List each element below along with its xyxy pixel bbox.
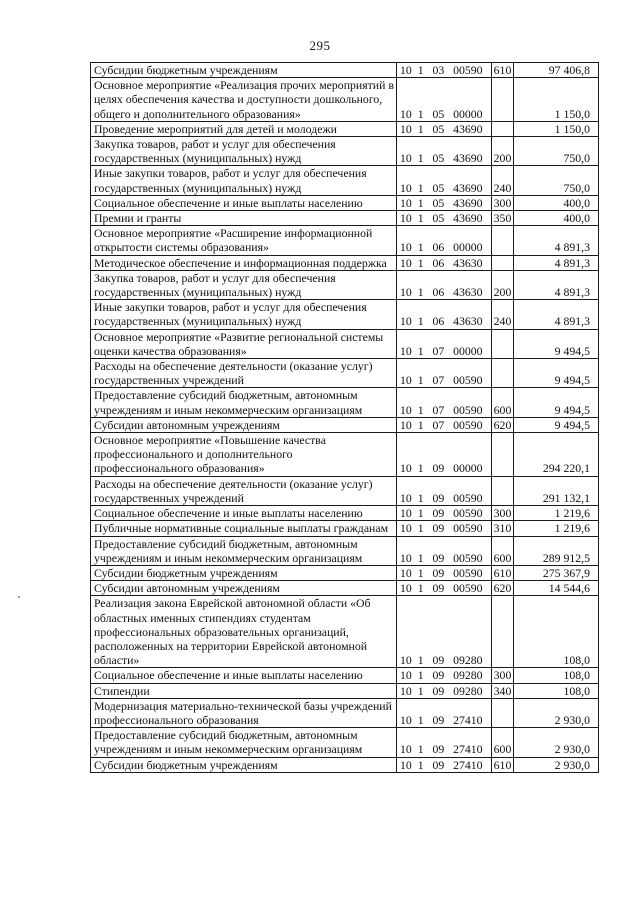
row-name-cell: Иные закупки товаров, работ и услуг для обеспечения государственных (муниципальных) нужд [91,166,397,195]
row-type-cell: 340 [492,683,514,698]
row-type-cell: 300 [492,506,514,521]
row-name-cell: Расходы на обеспечение деятельности (оказание услуг) государственных учреждений [91,359,397,388]
row-name-cell: Субсидии автономным учреждениям [91,581,397,596]
table-row [91,329,599,358]
row-code-cell: 10 1 06 43630 [397,300,492,329]
table-row [91,121,599,136]
row-type-cell: 600 [492,728,514,757]
table-row [91,211,599,226]
row-code-cell: 10 1 05 43690 [397,211,492,226]
budget-table [90,62,599,773]
row-name-cell: Закупка товаров, работ и услуг для обеспечения государственных (муниципальных) нужд [91,137,397,166]
table-row [91,506,599,521]
row-name-cell: Премии и гранты [91,211,397,226]
table-row [91,757,599,772]
row-name-cell: Социальное обеспечение и иные выплаты населению [91,506,397,521]
row-code-cell: 10 1 07 00000 [397,329,492,358]
row-code-cell: 10 1 06 00000 [397,226,492,255]
row-amount-cell: 289 912,5 [514,536,599,565]
row-name-cell: Расходы на обеспечение деятельности (оказание услуг) государственных учреждений [91,476,397,505]
row-type-cell: 610 [492,565,514,580]
row-code-cell: 10 1 05 43690 [397,166,492,195]
row-code-cell: 10 1 09 00590 [397,581,492,596]
row-amount-cell: 2 930,0 [514,757,599,772]
row-name-cell: Социальное обеспечение и иные выплаты населению [91,195,397,210]
row-type-cell: 620 [492,581,514,596]
row-code-cell: 10 1 09 27410 [397,728,492,757]
row-code-cell: 10 1 05 43690 [397,195,492,210]
row-type-cell: 240 [492,300,514,329]
row-code-cell: 10 1 09 27410 [397,698,492,727]
row-name-cell: Методическое обеспечение и информационная поддержка [91,255,397,270]
row-type-cell [492,433,514,477]
table-body [91,63,599,773]
row-type-cell: 610 [492,757,514,772]
row-amount-cell: 4 891,3 [514,300,599,329]
row-name-cell: Предоставление субсидий бюджетным, автономным учреждениям и иным некоммерческим организациям [91,536,397,565]
row-code-cell: 10 1 09 09280 [397,683,492,698]
row-amount-cell: 1 150,0 [514,78,599,122]
row-name-cell: Стипендии [91,683,397,698]
row-name-cell: Иные закупки товаров, работ и услуг для обеспечения государственных (муниципальных) нужд [91,300,397,329]
row-amount-cell: 108,0 [514,596,599,668]
row-amount-cell: 1 219,6 [514,506,599,521]
table-row [91,226,599,255]
row-amount-cell: 9 494,5 [514,388,599,417]
table-row [91,300,599,329]
table-row [91,195,599,210]
row-code-cell: 10 1 09 00590 [397,536,492,565]
row-code-cell: 10 1 09 09280 [397,668,492,683]
table-row [91,137,599,166]
row-type-cell: 600 [492,536,514,565]
table-row [91,166,599,195]
row-type-cell: 600 [492,388,514,417]
row-name-cell: Публичные нормативные социальные выплаты гражданам [91,521,397,536]
row-amount-cell: 1 219,6 [514,521,599,536]
row-type-cell: 200 [492,137,514,166]
row-type-cell [492,78,514,122]
table-row [91,596,599,668]
row-name-cell: Субсидии бюджетным учреждениям [91,565,397,580]
row-type-cell [492,359,514,388]
row-amount-cell: 108,0 [514,668,599,683]
row-type-cell: 620 [492,417,514,432]
table-row [91,78,599,122]
row-code-cell: 10 1 07 00590 [397,388,492,417]
row-amount-cell: 400,0 [514,211,599,226]
row-name-cell: Субсидии бюджетным учреждениям [91,757,397,772]
row-type-cell [492,596,514,668]
row-amount-cell: 291 132,1 [514,476,599,505]
table-row [91,417,599,432]
scan-artifact [18,596,20,598]
table-row [91,359,599,388]
row-code-cell: 10 1 07 00590 [397,359,492,388]
row-amount-cell: 275 367,9 [514,565,599,580]
table-row [91,63,599,78]
row-name-cell: Основное мероприятие «Повышение качества профессионального и дополнительного профессионального образования» [91,433,397,477]
row-type-cell [492,255,514,270]
row-amount-cell: 9 494,5 [514,359,599,388]
row-name-cell: Модернизация материально-технической базы учреждений профессионального образования [91,698,397,727]
table-row [91,255,599,270]
row-code-cell: 10 1 09 00590 [397,476,492,505]
row-code-cell: 10 1 06 43630 [397,255,492,270]
row-name-cell: Реализация закона Еврейской автономной области «Об областных именных стипендиях студентам профессиональных образовательных организаций, расположенных на территории Еврейской автономной области» [91,596,397,668]
row-amount-cell: 97 406,8 [514,63,599,78]
row-name-cell: Проведение мероприятий для детей и молодежи [91,121,397,136]
row-amount-cell: 108,0 [514,683,599,698]
table-row [91,388,599,417]
row-name-cell: Субсидии автономным учреждениям [91,417,397,432]
row-type-cell [492,226,514,255]
table-row [91,698,599,727]
row-type-cell: 200 [492,270,514,299]
row-name-cell: Основное мероприятие «Развитие региональной системы оценки качества образования» [91,329,397,358]
row-amount-cell: 400,0 [514,195,599,210]
row-code-cell: 10 1 07 00590 [397,417,492,432]
row-amount-cell: 2 930,0 [514,698,599,727]
row-amount-cell: 294 220,1 [514,433,599,477]
row-code-cell: 10 1 05 43690 [397,121,492,136]
table-row [91,565,599,580]
table-row [91,683,599,698]
row-amount-cell: 750,0 [514,166,599,195]
table-row [91,536,599,565]
row-name-cell: Субсидии бюджетным учреждениям [91,63,397,78]
page-number: 295 [309,38,331,53]
row-name-cell: Предоставление субсидий бюджетным, автономным учреждениям и иным некоммерческим организациям [91,388,397,417]
row-name-cell: Предоставление субсидий бюджетным, автономным учреждениям и иным некоммерческим организациям [91,728,397,757]
row-type-cell: 240 [492,166,514,195]
row-code-cell: 10 1 09 00590 [397,565,492,580]
row-amount-cell: 4 891,3 [514,270,599,299]
row-type-cell [492,476,514,505]
table-row [91,433,599,477]
row-amount-cell: 2 930,0 [514,728,599,757]
row-name-cell: Основное мероприятие «Расширение информационной открытости системы образования» [91,226,397,255]
table-row [91,521,599,536]
row-amount-cell: 1 150,0 [514,121,599,136]
table-row [91,728,599,757]
row-name-cell: Основное мероприятие «Реализация прочих мероприятий в целях обеспечения качества и доступности дошкольного, общего и дополнительного образования» [91,78,397,122]
row-code-cell: 10 1 06 43630 [397,270,492,299]
row-code-cell: 10 1 09 00590 [397,521,492,536]
row-code-cell: 10 1 09 27410 [397,757,492,772]
row-name-cell: Социальное обеспечение и иные выплаты населению [91,668,397,683]
row-amount-cell: 14 544,6 [514,581,599,596]
row-code-cell: 10 1 03 00590 [397,63,492,78]
row-amount-cell: 4 891,3 [514,255,599,270]
row-amount-cell: 750,0 [514,137,599,166]
row-name-cell: Закупка товаров, работ и услуг для обеспечения государственных (муниципальных) нужд [91,270,397,299]
row-type-cell: 350 [492,211,514,226]
row-code-cell: 10 1 09 00590 [397,506,492,521]
row-amount-cell: 9 494,5 [514,329,599,358]
row-type-cell: 300 [492,668,514,683]
table-row [91,476,599,505]
row-amount-cell: 4 891,3 [514,226,599,255]
row-amount-cell: 9 494,5 [514,417,599,432]
row-type-cell [492,698,514,727]
row-code-cell: 10 1 05 43690 [397,137,492,166]
table-row [91,668,599,683]
table-row [91,581,599,596]
row-code-cell: 10 1 05 00000 [397,78,492,122]
row-type-cell: 610 [492,63,514,78]
row-code-cell: 10 1 09 09280 [397,596,492,668]
row-type-cell: 310 [492,521,514,536]
row-type-cell [492,329,514,358]
row-type-cell [492,121,514,136]
table-row [91,270,599,299]
row-code-cell: 10 1 09 00000 [397,433,492,477]
row-type-cell: 300 [492,195,514,210]
